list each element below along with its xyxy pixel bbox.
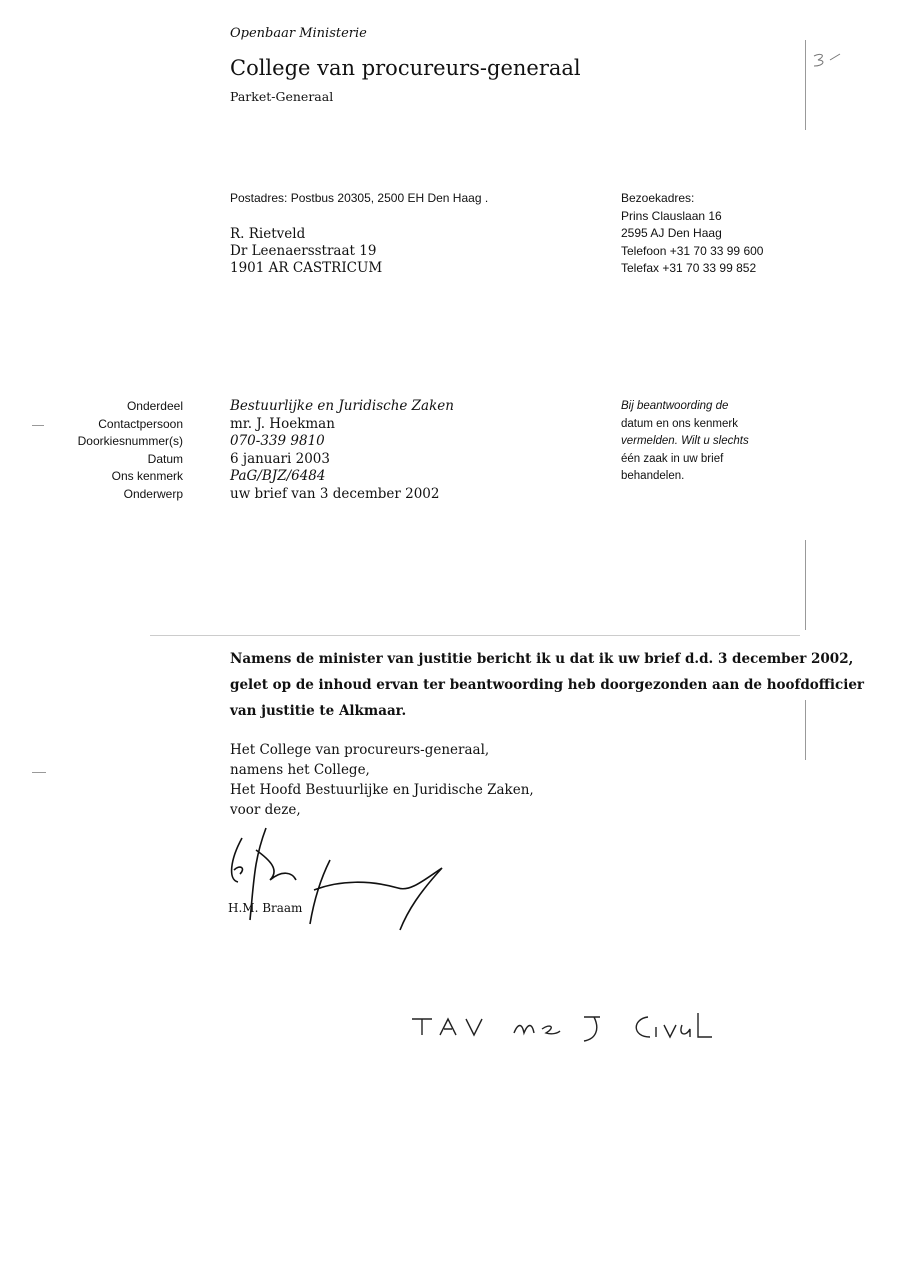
organization: Openbaar Ministerie	[230, 26, 367, 41]
svg-text:H.M. Braam: H.M. Braam	[228, 901, 303, 915]
meta-value: uw brief van 3 december 2002	[230, 485, 440, 502]
meta-value: Bestuurlijke en Juridische Zaken	[230, 398, 454, 414]
recipient-street: Dr Leenaersstraat 19	[230, 243, 377, 259]
closing-line: voor deze,	[230, 802, 301, 818]
meta-label: Contactpersoon	[98, 416, 183, 431]
note-line: datum en ons kenmerk	[621, 417, 738, 430]
signature	[210, 820, 460, 950]
meta-values	[230, 398, 454, 503]
letter-body: Namens de minister van justitie bericht ik u dat ik uw brief d.d. 3 december 2002, gelet op de inhoud ervan ter beantwoording heb doorgezonden aan de hoofdofficier van justitie te Alkmaar.	[230, 651, 865, 719]
fax: Telefax +31 70 33 99 852	[621, 261, 757, 275]
meta-value: 6 januari 2003	[230, 450, 330, 467]
closing-line: Het Hoofd Bestuurlijke en Juridische Zaken,	[230, 782, 534, 798]
postal-address: Postadres: Postbus 20305, 2500 EH Den Haag .	[230, 191, 489, 205]
visit-address	[621, 190, 763, 278]
meta-label: Onderwerp	[123, 486, 183, 501]
phone: Telefoon +31 70 33 99 600	[621, 243, 764, 258]
note-line: één zaak in uw brief	[621, 452, 724, 465]
scan-mark	[150, 635, 800, 636]
scan-mark	[805, 700, 806, 760]
meta-value: 070-339 9810	[230, 433, 325, 449]
closing	[230, 740, 534, 820]
meta-label: Doorkiesnummer(s)	[77, 434, 183, 448]
reply-note	[621, 398, 749, 486]
scan-mark	[805, 540, 806, 630]
recipient-address	[230, 226, 382, 277]
meta-value: mr. J. Hoekman	[230, 415, 335, 432]
scan-mark	[32, 425, 44, 426]
note-line: Bij beantwoording de	[621, 400, 729, 412]
meta-label: Datum	[147, 451, 183, 466]
closing-line: namens het College,	[230, 762, 370, 778]
handwritten-note	[410, 1005, 720, 1045]
page-title: College van procureurs-generaal	[230, 56, 581, 80]
meta-label: Onderdeel	[126, 399, 183, 413]
visit-city: 2595 AJ Den Haag	[621, 226, 722, 240]
note-line: behandelen.	[621, 470, 685, 482]
visit-street: Prins Clauslaan 16	[621, 208, 722, 223]
visit-address-label: Bezoekadres:	[621, 191, 695, 205]
recipient-name: R. Rietveld	[230, 226, 306, 242]
recipient-city: 1901 AR CASTRICUM	[230, 260, 383, 276]
note-line: vermelden. Wilt u slechts	[621, 435, 749, 447]
meta-labels	[78, 398, 183, 503]
subtitle: Parket-Generaal	[230, 89, 334, 104]
meta-label: Ons kenmerk	[111, 469, 183, 483]
meta-value: PaG/BJZ/6484	[230, 468, 326, 484]
corner-mark	[808, 48, 848, 72]
closing-line: Het College van procureurs-generaal,	[230, 742, 490, 758]
scan-mark	[32, 772, 46, 773]
scan-mark	[805, 40, 806, 130]
